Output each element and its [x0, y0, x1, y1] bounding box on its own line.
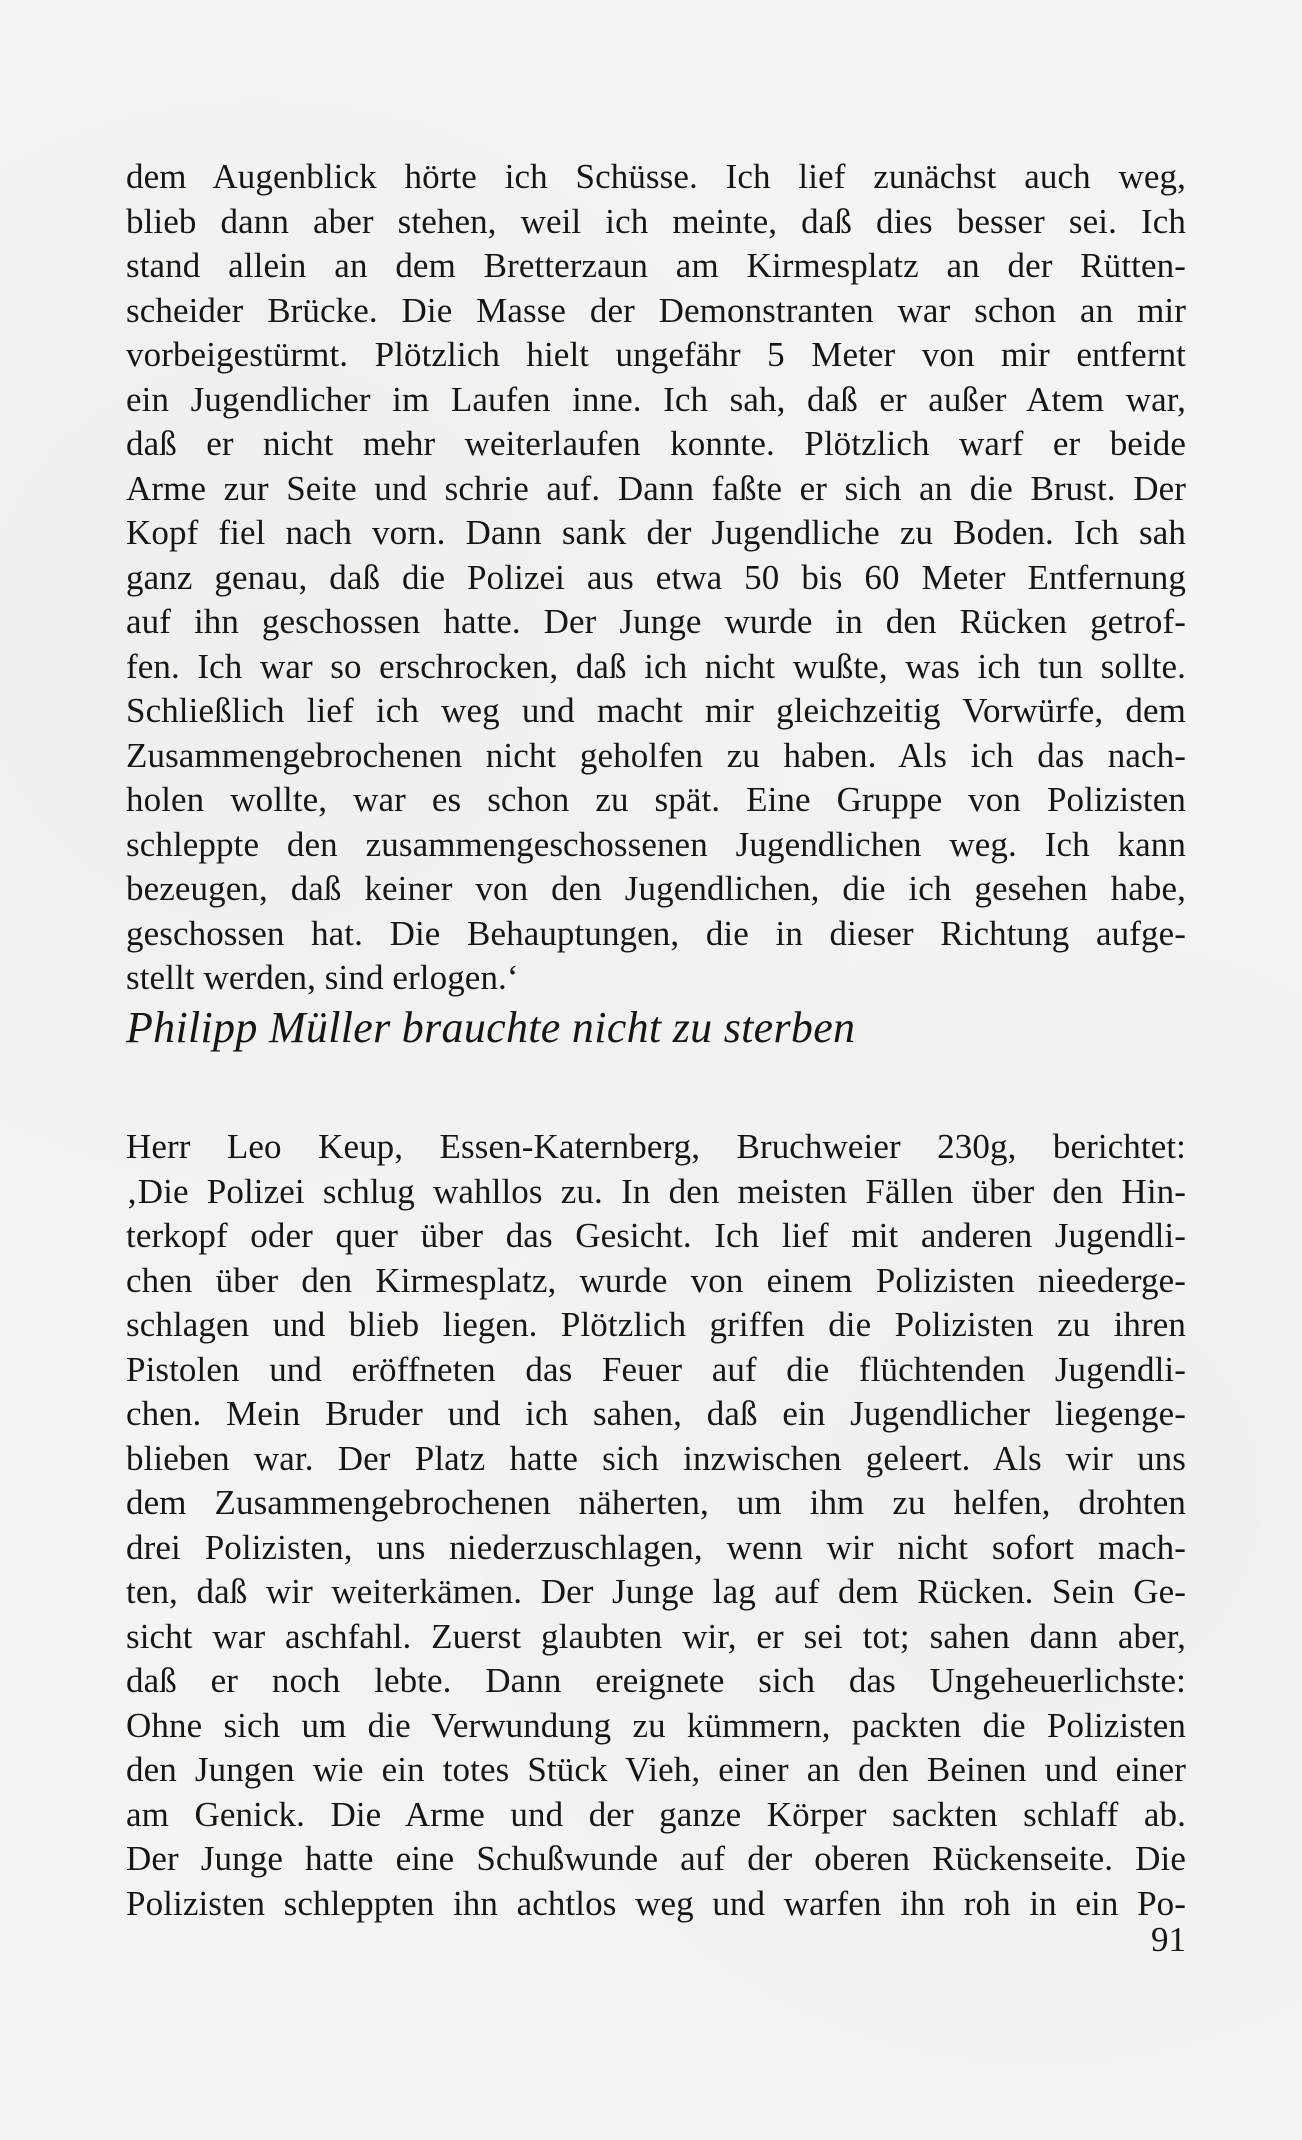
text-line: ten, daß wir weiterkämen. Der Junge lag auf dem Rücken. Sein Ge- [126, 1572, 1186, 1611]
text-line: chen über den Kirmesplatz, wurde von einem Polizisten nieederge- [126, 1260, 1186, 1300]
text-line: drei Polizisten, uns niederzuschlagen, wenn wir nicht sofort mach- [126, 1527, 1186, 1567]
text-line: Kopf fiel nach vorn. Dann sank der Jugendliche zu Boden. Ich sah [126, 513, 1186, 552]
text-line: bezeugen, daß keiner von den Jugendlichen, die ich gesehen habe, [126, 869, 1186, 908]
text-line: den Jungen wie ein totes Stück Vieh, einer an den Beinen und einer [126, 1750, 1186, 1789]
text-line: stand allein an dem Bretterzaun am Kirmesplatz an der Rütten- [126, 246, 1186, 285]
paragraph-witness-statement [126, 155, 1186, 1001]
text-line: schlagen und blieb liegen. Plötzlich griffen die Polizisten zu ihren [126, 1305, 1186, 1344]
text-line: chen. Mein Bruder und ich sahen, daß ein Jugendlicher liegenge- [126, 1394, 1186, 1433]
text-line: ‚Die Polizei schlug wahllos zu. In den meisten Fällen über den Hin- [126, 1171, 1186, 1211]
text-line: stellt werden, sind erlogen.‘ [126, 958, 519, 997]
text-line: dem Zusammengebrochenen näherten, um ihm zu helfen, drohten [126, 1483, 1186, 1522]
text-line: auf ihn geschossen hatte. Der Junge wurde in den Rücken getrof- [126, 602, 1186, 641]
text-line: Herr Leo Keup, Essen-Katernberg, Bruchweier 230g, berichtet: [126, 1127, 1186, 1166]
text-line: sicht war aschfahl. Zuerst glaubten wir, er sei tot; sahen dann aber, [126, 1616, 1186, 1656]
text-line: Pistolen und eröffneten das Feuer auf die flüchtenden Jugendli- [126, 1349, 1186, 1389]
text-line: daß er noch lebte. Dann ereignete sich das Ungeheuerlichste: [126, 1661, 1186, 1700]
text-line: daß er nicht mehr weiterlaufen konnte. Plötzlich warf er beide [126, 424, 1186, 463]
text-line: ein Jugendlicher im Laufen inne. Ich sah, daß er außer Atem war, [126, 379, 1186, 419]
text-line: schleppte den zusammengeschossenen Jugendlichen weg. Ich kann [126, 824, 1186, 864]
page-number: 91 [1151, 1920, 1186, 1959]
text-line: holen wollte, war es schon zu spät. Eine Gruppe von Polizisten [126, 780, 1186, 819]
text-line: Der Junge hatte eine Schußwunde auf der oberen Rückenseite. Die [126, 1839, 1186, 1878]
text-line: am Genick. Die Arme und der ganze Körper sackten schlaff ab. [126, 1794, 1186, 1834]
text-line: dem Augenblick hörte ich Schüsse. Ich lief zunächst auch weg, [126, 157, 1186, 196]
text-line: Ohne sich um die Verwundung zu kümmern, packten die Polizisten [126, 1705, 1186, 1745]
text-line: Zusammengebrochenen nicht geholfen zu haben. Als ich das nach- [126, 735, 1186, 775]
text-line: terkopf oder quer über das Gesicht. Ich lief mit anderen Jugendli- [126, 1216, 1186, 1255]
text-line: ganz genau, daß die Polizei aus etwa 50 bis 60 Meter Entfernung [126, 557, 1186, 597]
paragraph-keup-report [126, 1125, 1186, 1926]
text-line: fen. Ich war so erschrocken, daß ich nicht wußte, was ich tun sollte. [126, 646, 1186, 686]
text-line: blieben war. Der Platz hatte sich inzwischen geleert. Als wir uns [126, 1438, 1186, 1478]
text-line: Arme zur Seite und schrie auf. Dann faßte er sich an die Brust. Der [126, 468, 1186, 508]
text-line: vorbeigestürmt. Plötzlich hielt ungefähr 5 Meter von mir entfernt [126, 335, 1186, 374]
text-line: scheider Brücke. Die Masse der Demonstranten war schon an mir [126, 290, 1186, 330]
section-heading: Philipp Müller brauchte nicht zu sterben [126, 1003, 856, 1052]
text-line: Polizisten schleppten ihn achtlos weg und warfen ihn roh in ein Po- [126, 1883, 1186, 1923]
text-line: Schließlich lief ich weg und macht mir gleichzeitig Vorwürfe, dem [126, 691, 1186, 730]
text-line: geschossen hat. Die Behauptungen, die in dieser Richtung aufge- [126, 913, 1186, 953]
text-line: blieb dann aber stehen, weil ich meinte, daß dies besser sei. Ich [126, 201, 1186, 241]
